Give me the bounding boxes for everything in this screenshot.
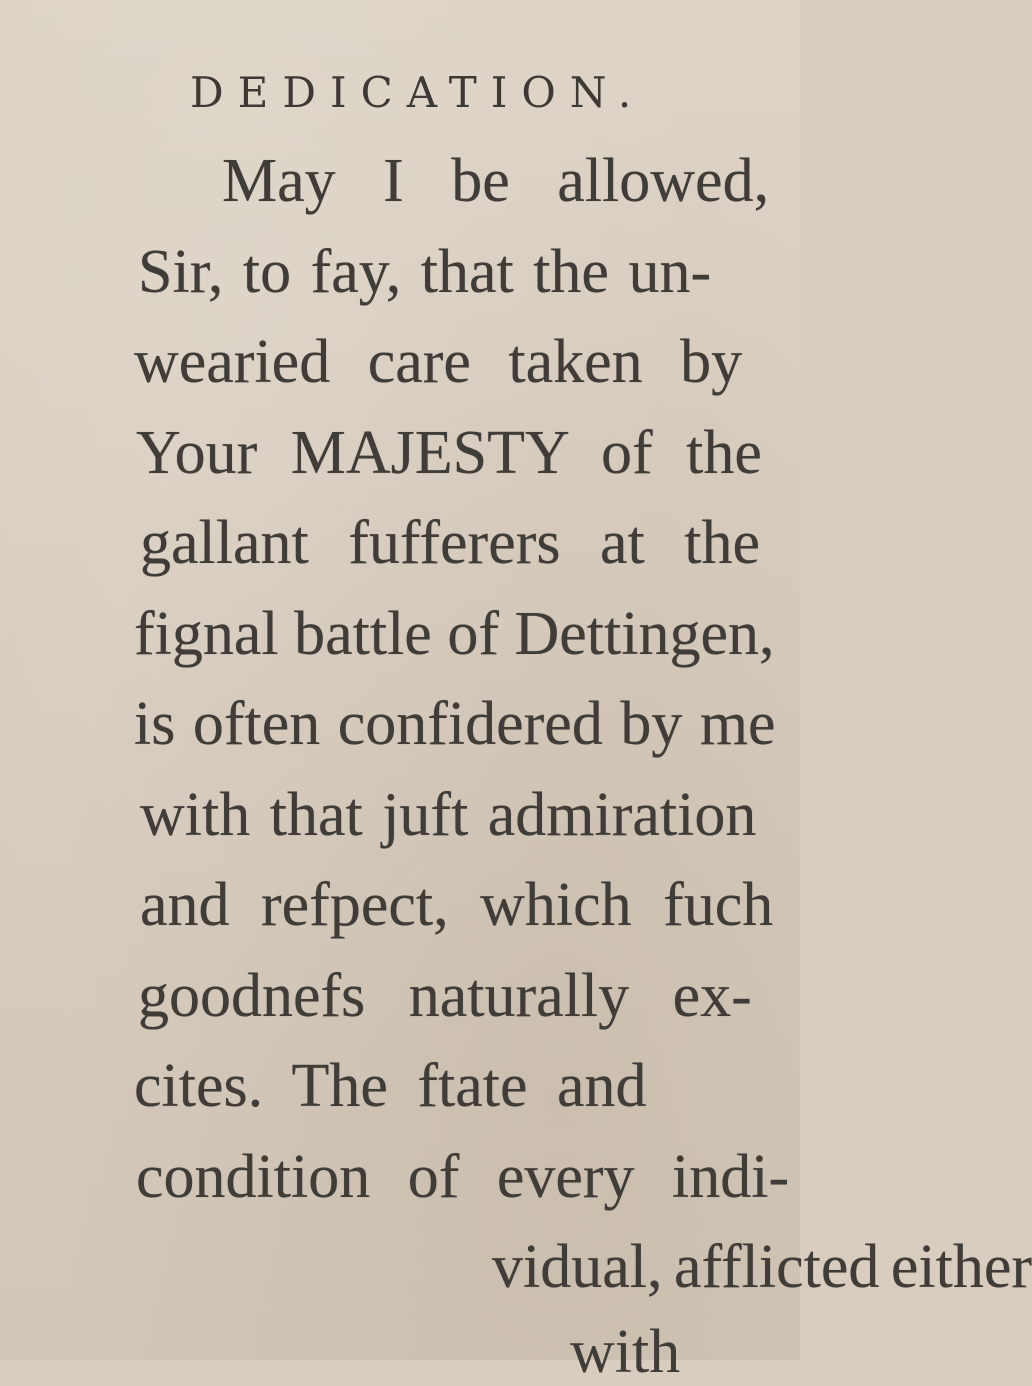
text-line: gallant fufferers at the — [140, 509, 760, 577]
text-line: wearied care taken by — [134, 328, 743, 396]
text-line: goodnefs naturally ex- — [138, 961, 752, 1030]
text-line: Your MAJESTY of the — [136, 418, 762, 487]
text-line: Sir, to fay, that the un- — [138, 237, 712, 306]
text-line: is often confidered by me — [134, 690, 776, 758]
text-line: May I be allowed, — [222, 147, 770, 215]
text-line: and refpect, which fuch — [140, 871, 774, 939]
text-line: fignal battle of Dettingen, — [134, 599, 775, 668]
text-line: with that juft admiration — [140, 780, 757, 849]
catchword: with — [570, 1317, 681, 1386]
text-line: cites. The ftate and — [134, 1052, 647, 1120]
text-line: vidual, afflicted either — [492, 1233, 1032, 1301]
page-heading: DEDICATION. — [190, 68, 646, 117]
text-line: condition of every indi- — [136, 1142, 790, 1211]
